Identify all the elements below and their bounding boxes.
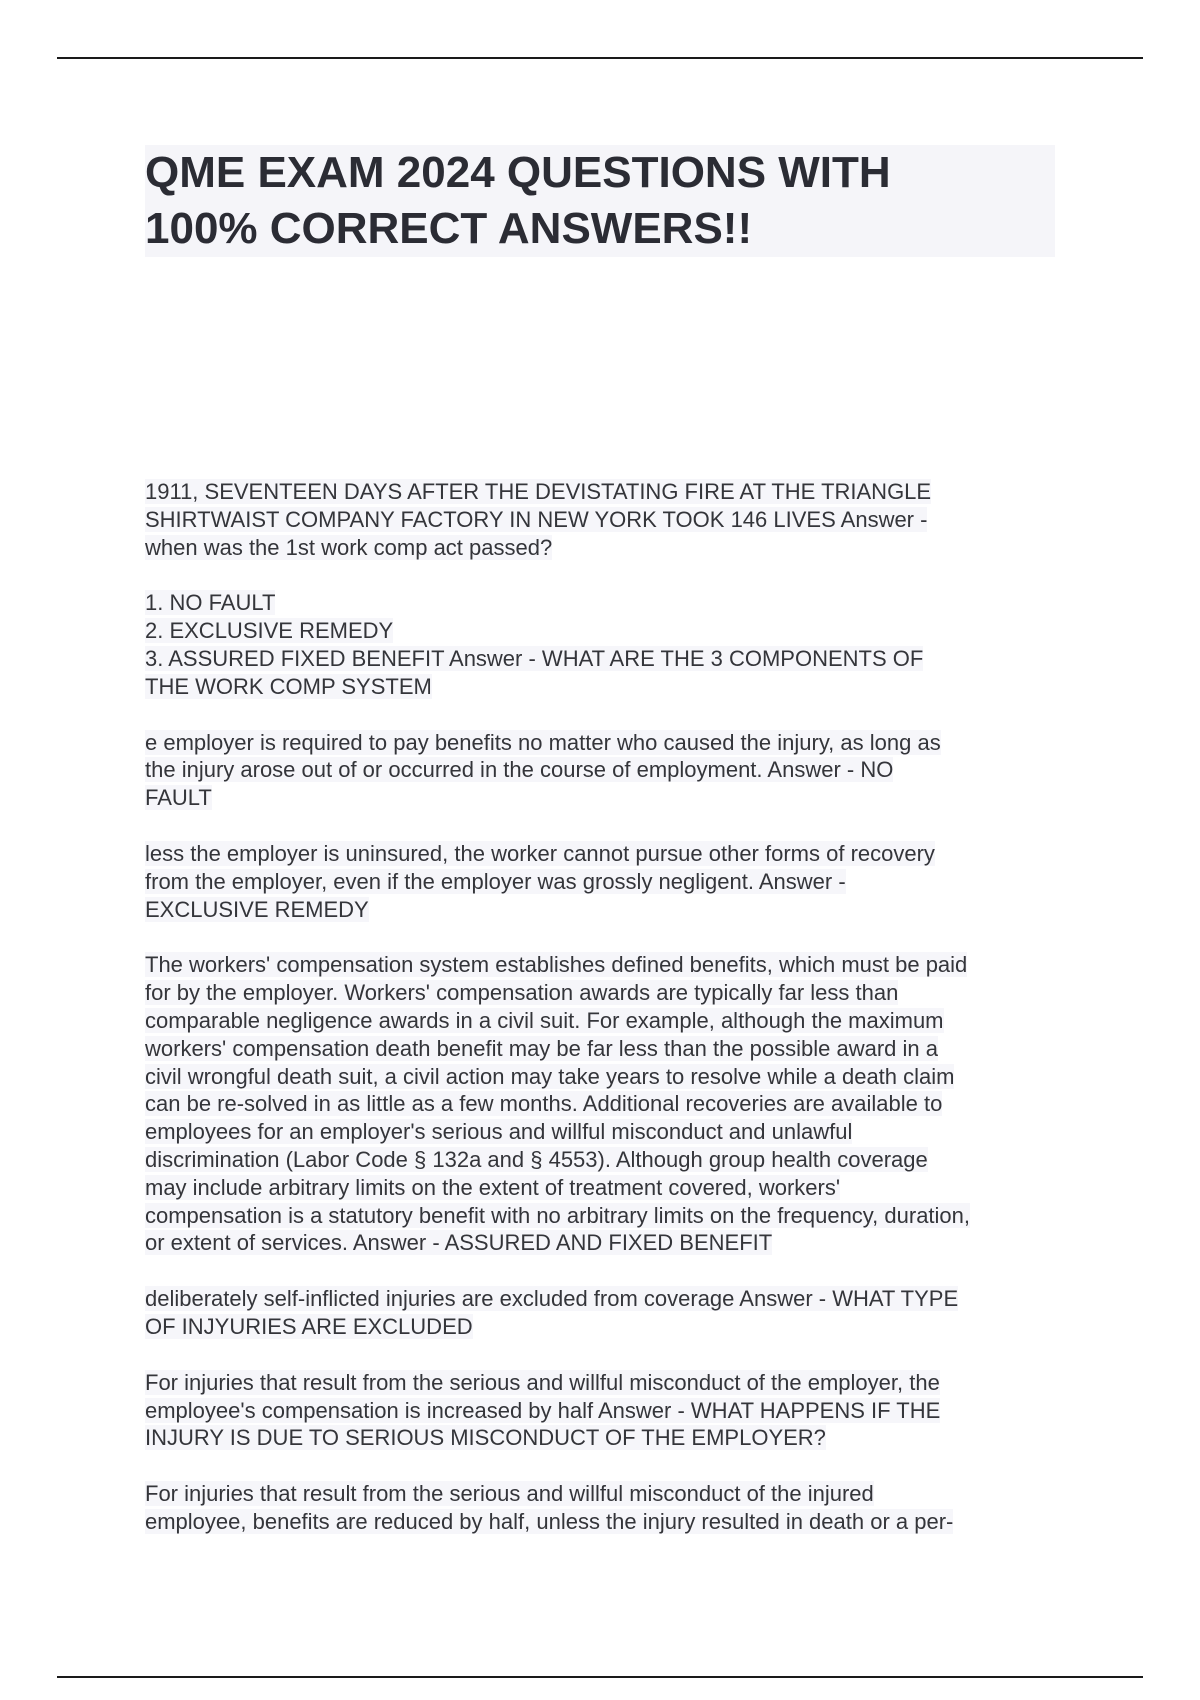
qa-text: 1. NO FAULT 2. EXCLUSIVE REMEDY 3. ASSURED FIXED BENEFIT Answer - WHAT ARE THE 3 COMPONENTS OF THE WORK COMP SYSTEM (145, 590, 924, 699)
qa-entry (145, 1369, 1065, 1452)
qa-entry (145, 1480, 1065, 1536)
qa-text: For injuries that result from the serious and willful misconduct of the injured employee, benefits are reduced by half, unless the injury resulted in death or a per- (145, 1481, 954, 1534)
qa-list (145, 478, 1065, 1564)
qa-text: The workers' compensation system establishes defined benefits, which must be paid for by the employer. Workers' compensation awards are typically far less than comparable negligence awards in a civil suit. For example, although the maximum workers' compensation death benefit may be far less than the possible award in a civil wrongful death suit, a civil action may take years to resolve while a death claim can be re-solved in as little as a few months. Additional recoveries are available to employees for an employer's serious and willful misconduct and unlawful discrimination (Labor Code § 132a and § 4553). Although group health coverage may include arbitrary limits on the extent of treatment covered, workers' compensation is a statutory benefit with no arbitrary limits on the frequency, duration, or extent of services. Answer - ASSURED AND FIXED BENEFIT (145, 952, 971, 1256)
qa-text: For injuries that result from the serious and willful misconduct of the employer, the employee's compensation is increased by half Answer - WHAT HAPPENS IF THE INJURY IS DUE TO SERIOUS MISCONDUCT OF THE EMPLOYER? (145, 1369, 941, 1451)
qa-text: 1911, SEVENTEEN DAYS AFTER THE DEVISTATING FIRE AT THE TRIANGLE SHIRTWAIST COMPANY FACTORY IN NEW YORK TOOK 146 LIVES Answer - when was the 1st work comp act passed? (145, 479, 932, 560)
bottom-rule (57, 1676, 1143, 1678)
qa-entry (145, 840, 1065, 923)
qa-text: less the employer is uninsured, the worker cannot pursue other forms of recovery from the employer, even if the employer was grossly negligent. Answer - EXCLUSIVE REMEDY (145, 840, 935, 922)
qa-entry (145, 589, 1065, 700)
title-block (145, 145, 1055, 257)
qa-entry (145, 729, 1065, 812)
qa-entry (145, 951, 1065, 1257)
qa-entry (145, 478, 1065, 561)
document-title: QME EXAM 2024 QUESTIONS WITH 100% CORRECT ANSWERS!! (145, 148, 891, 253)
qa-text: deliberately self-inflicted injuries are excluded from coverage Answer - WHAT TYPE OF INJYURIES ARE EXCLUDED (145, 1286, 959, 1339)
top-rule (57, 57, 1143, 59)
qa-entry (145, 1285, 1065, 1341)
qa-text: e employer is required to pay benefits no matter who caused the injury, as long as the injury arose out of or occurred in the course of employment. Answer - NO FAULT (145, 729, 941, 811)
